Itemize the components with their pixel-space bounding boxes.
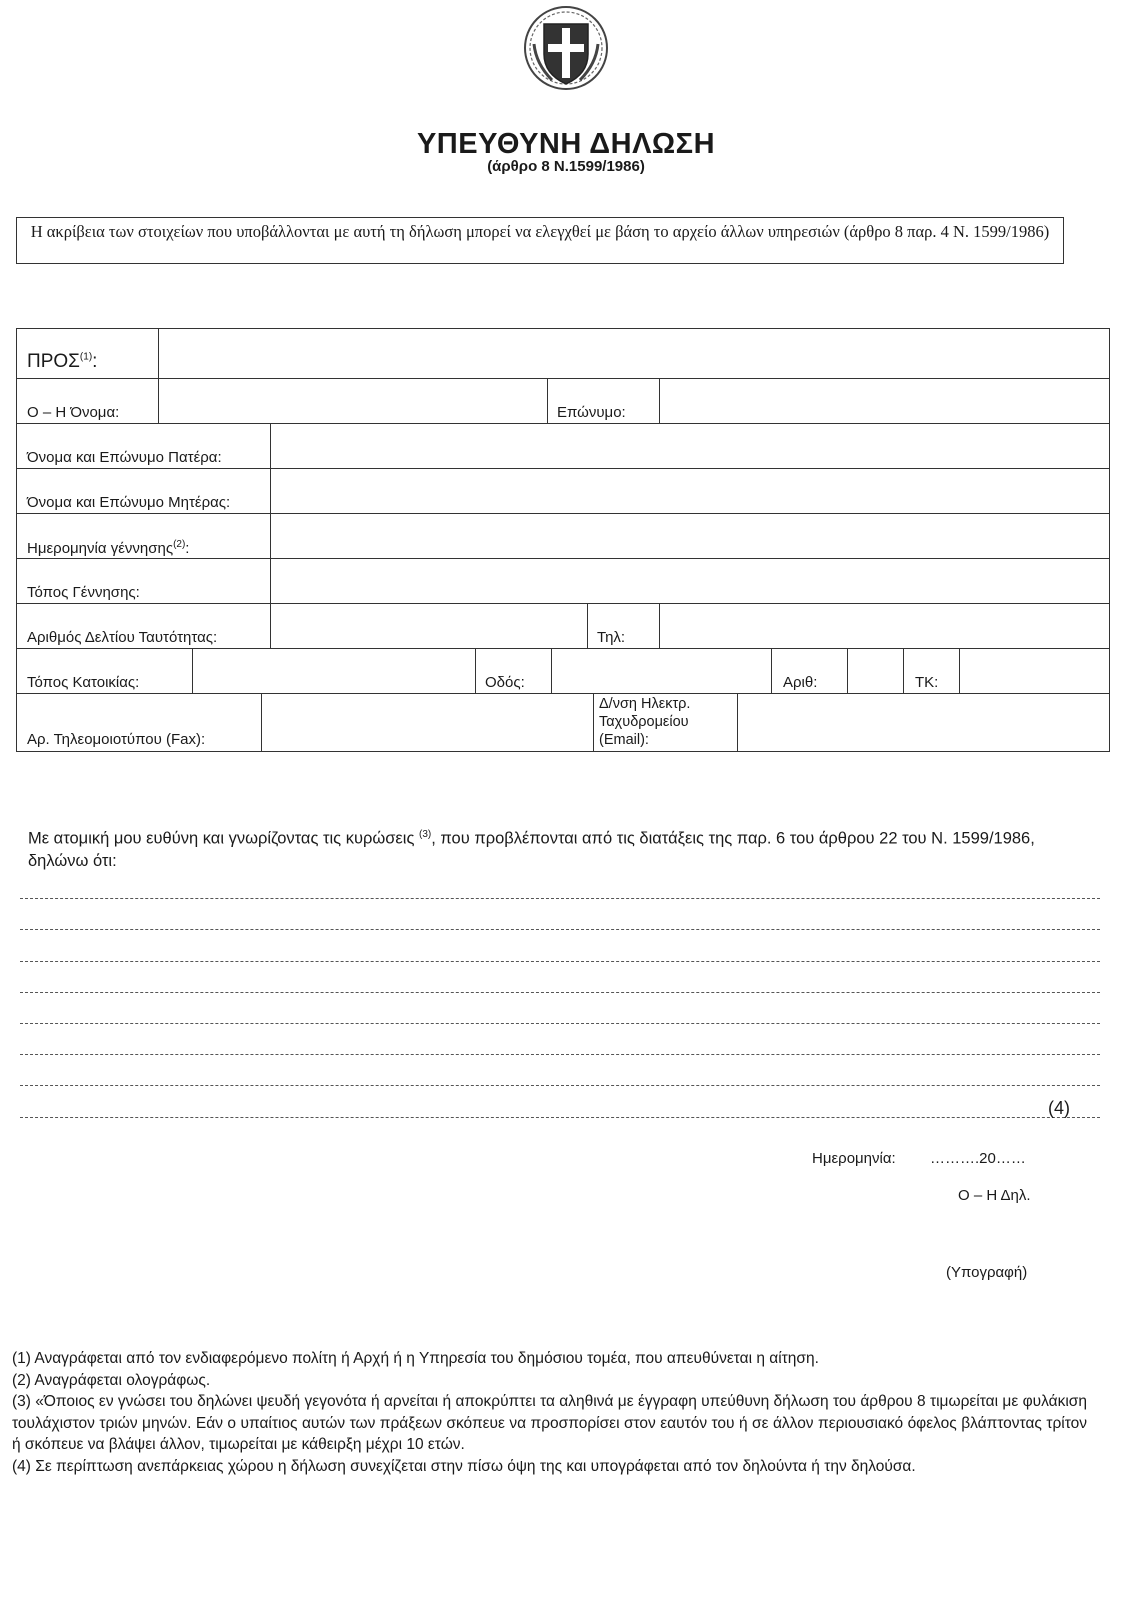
footnote-4: (4) Σε περίπτωση ανεπάρκειας χώρου η δήλωση συνεχίζεται στην πίσω όψη της και υπογράφεται από τον δηλούντα ή την δηλούσα. [12,1457,916,1475]
email-field[interactable] [739,695,1108,750]
id-number-label: Αριθμός Δελτίου Ταυτότητας: [27,629,218,646]
email-label: Δ/νση Ηλεκτρ. Ταχυδρομείου (Email): [599,696,691,748]
mother-name-field[interactable] [272,470,1108,512]
declaration-line[interactable] [20,1054,1100,1055]
phone-field[interactable] [661,605,1108,647]
document-title: ΥΠΕΥΘΥΝΗ ΔΗΛΩΣΗ [416,128,716,160]
declarant-label: Ο – Η Δηλ. [958,1187,1031,1204]
father-name-label: Όνομα και Επώνυμο Πατέρα: [27,449,222,466]
signature-label: (Υπογραφή) [946,1264,1028,1281]
declaration-line[interactable] [20,929,1100,930]
footnote-2: (2) Αναγράφεται ολογράφως. [12,1371,211,1389]
date-field[interactable]: ……….20…… [930,1150,1026,1167]
declaration-line[interactable] [20,1085,1100,1086]
to-label: ΠΡΟΣ$^{(1)}$: [27,351,98,372]
street-number-field[interactable] [849,650,902,692]
name-field[interactable] [160,380,546,422]
footnotes [12,1348,1087,1477]
fax-field[interactable] [263,695,592,750]
birthplace-label: Τόπος Γέννησης: [27,584,140,601]
surname-label: Επώνυμο: [557,404,626,421]
footnote-3: (3) «Όποιος εν γνώσει του δηλώνει ψευδή γεγονότα ή αρνείται ή αποκρύπτει τα αληθινά με έγγραφη υπεύθυνη δήλωση του άρθρου 8 τιμωρείται με φυλάκιση τουλάχιστον τριών μηνών. Εάν ο υπαίτιος αυτών των πράξεων σκόπευε να προσπορίσει στον εαυτόν του ή σε άλλον περιουσιακό όφελος βλάπτοντας τρίτον ή σκόπευε να βλάψει άλλον, τιμωρείται με κάθειρξη μέχρι 10 ετών. [12,1393,1087,1453]
birthdate-field[interactable] [272,515,1108,557]
declaration-line[interactable] [20,898,1100,899]
residence-field[interactable] [194,650,474,692]
street-field[interactable] [553,650,770,692]
id-number-field[interactable] [272,605,586,647]
name-label: Ο – Η Όνομα: [27,404,120,421]
declarant-form [16,328,1110,752]
street-number-label: Αριθ: [783,674,818,691]
accuracy-notice: Η ακρίβεια των στοιχείων που υποβάλλονται με αυτή τη δήλωση μπορεί να ελεγχθεί με βάση το αρχείο άλλων υπηρεσιών (άρθρο 8 παρ. 4 Ν. 1599/1986) [16,217,1064,264]
birthplace-field[interactable] [272,560,1108,602]
document-subtitle: (άρθρο 8 Ν.1599/1986) [487,158,645,175]
phone-label: Τηλ: [597,629,626,646]
birthdate-label: Ημερομηνία γέννησης$^{(2)}$: [27,539,190,557]
declaration-line[interactable] [20,1117,1100,1118]
postcode-label: ΤΚ: [915,674,939,691]
postcode-field[interactable] [961,650,1108,692]
to-field[interactable] [160,331,1108,377]
street-label: Οδός: [485,674,525,691]
declaration-line[interactable] [20,1023,1100,1024]
mother-name-label: Όνομα και Επώνυμο Μητέρας: [27,494,231,511]
date-label: Ημερομηνία: [812,1150,896,1167]
greek-coat-of-arms-icon [522,4,610,92]
footnote-1: (1) Αναγράφεται από τον ενδιαφερόμενο πολίτη ή Αρχή ή η Υπηρεσία του δημόσιου τομέα, που απευθύνεται η αίτηση. [12,1350,819,1367]
residence-label: Τόπος Κατοικίας: [27,674,140,691]
declaration-line[interactable] [20,961,1100,962]
footnote-4-ref: (4) [1048,1098,1070,1118]
fax-label: Αρ. Τηλεομοιοτύπου (Fax): [27,731,206,748]
father-name-field[interactable] [272,425,1108,467]
declaration-line[interactable] [20,992,1100,993]
surname-field[interactable] [661,380,1108,422]
declaration-text: Με ατομική μου ευθύνη και γνωρίζοντας τις κυρώσεις $^{(3)}$, που προβλέπονται από τις διατάξεις της παρ. 6 του άρθρου 22 του Ν. 1599/1986, δηλώνω ότι: [28,829,1035,870]
